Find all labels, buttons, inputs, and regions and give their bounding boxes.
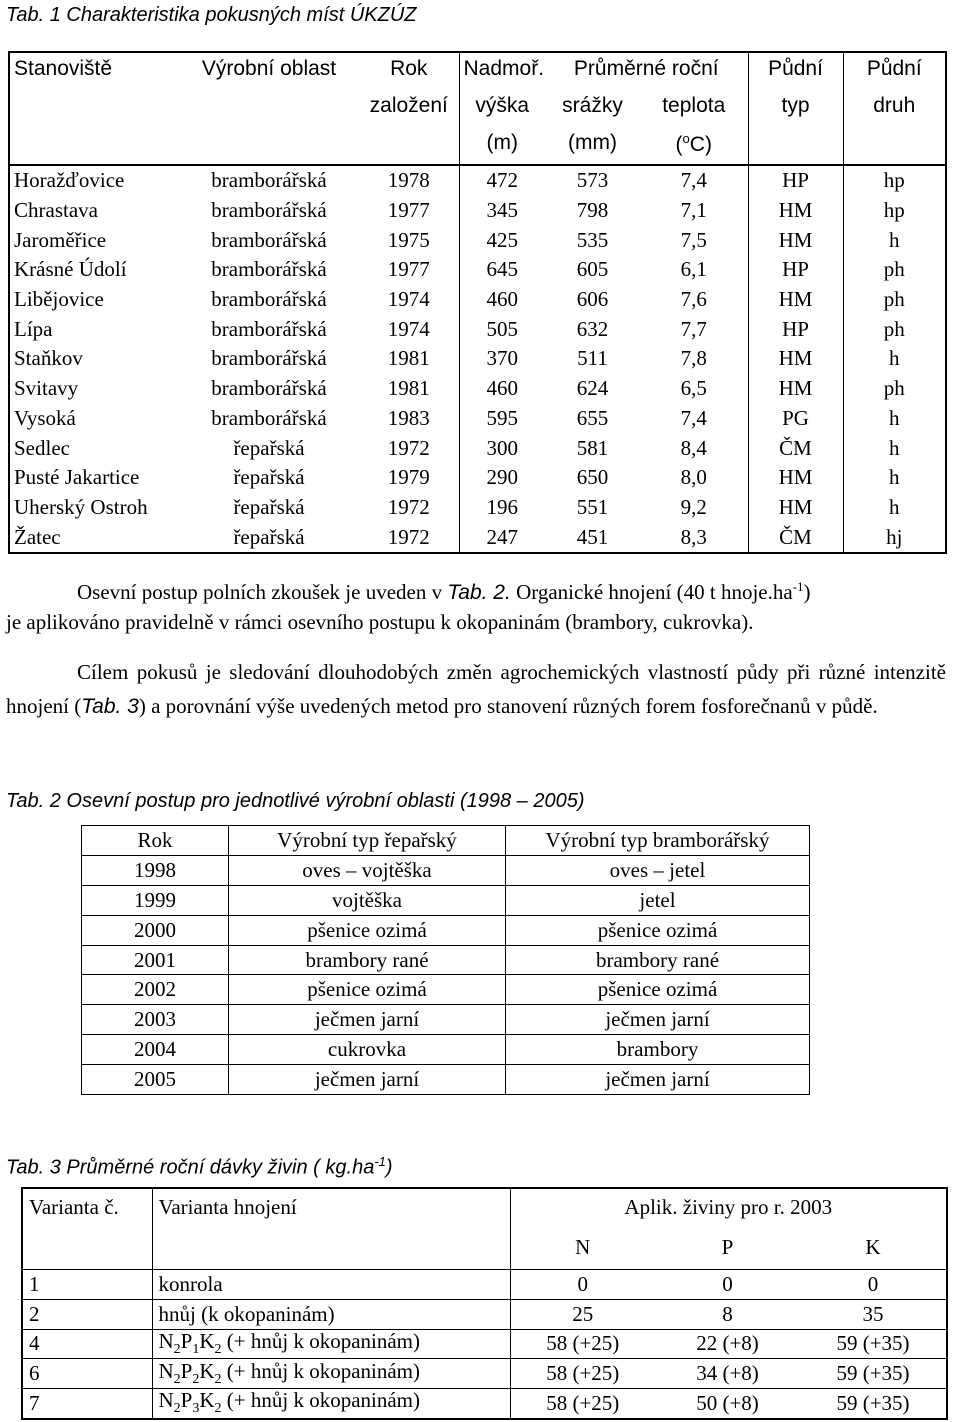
header-pudni-druh-1: Půdní <box>843 52 946 90</box>
t1-cell-pudni-druh: h <box>843 344 946 374</box>
t1-cell-pudni-typ: HM <box>748 493 843 523</box>
t1-cell-pudni-druh: ph <box>843 314 946 344</box>
t1-cell-rok: 1974 <box>387 287 430 312</box>
table-row <box>82 915 810 945</box>
t2-cell-brambor: ječmen jarní <box>506 1005 810 1035</box>
table-row <box>22 1389 947 1419</box>
t1-cell-stanoviste: Horažďovice <box>14 168 125 193</box>
table-row <box>9 255 946 285</box>
t2-cell-repar: pšenice ozimá <box>229 915 506 945</box>
t3-cell-n: 0 <box>510 1270 655 1300</box>
t2-cell-brambor: brambory rané <box>506 945 810 975</box>
t1-cell-oblast: bramborářská <box>211 316 327 341</box>
t1-cell-teplota: 9,2 <box>680 494 707 519</box>
table3-caption: Tab. 3 Průměrné roční dávky živin ( $kg.ha^{-1}$) <box>6 1154 393 1179</box>
t2-header-brambor: Výrobní typ bramborářský <box>506 826 810 856</box>
t1-cell-srazky: 624 <box>576 376 609 401</box>
t2-cell-rok: 2001 <box>82 945 229 975</box>
t1-cell-teplota: 7,7 <box>680 316 707 341</box>
t1-cell-stanoviste: Jaroměřice <box>14 227 107 252</box>
t1-cell-pudni-typ: HM <box>748 374 843 404</box>
t1-cell-srazky: 798 <box>576 198 609 223</box>
t1-cell-vyska: 460 <box>459 374 545 404</box>
t1-cell-oblast: řepařská <box>233 494 305 519</box>
t2-cell-brambor: pšenice ozimá <box>506 975 810 1005</box>
t1-cell-srazky: 535 <box>576 227 609 252</box>
t1-cell-stanoviste: Svitavy <box>14 376 79 401</box>
paragraph-osevni-postup-line2: je aplikováno pravidelně v rámci osevního postupu k okopaninám (brambory, cukrovka). <box>6 610 754 634</box>
t2-cell-rok: 2002 <box>82 975 229 1005</box>
t3-cell-hnojeni: $N_2P_2K_2$ (+ hnůj k okopaninám) <box>152 1359 510 1389</box>
table-row <box>9 344 946 374</box>
header-vyska-2: výška <box>459 90 545 127</box>
table-row <box>9 522 946 553</box>
t3-cell-k: 59 (+35) <box>800 1389 947 1419</box>
t3-header-varianta-hnojeni: Varianta hnojení <box>152 1188 510 1225</box>
t1-cell-teplota: 7,6 <box>680 287 707 312</box>
t1-cell-pudni-typ: ČM <box>748 522 843 553</box>
t1-cell-oblast: bramborářská <box>211 376 327 401</box>
t1-cell-pudni-druh: ph <box>843 255 946 285</box>
t1-cell-rok: 1978 <box>387 168 430 193</box>
t1-cell-pudni-druh: h <box>843 463 946 493</box>
t1-cell-pudni-typ: HM <box>748 344 843 374</box>
table-row <box>82 855 810 885</box>
table-row <box>82 885 810 915</box>
table3-nutrient-doses <box>21 1187 948 1420</box>
t3-cell-hnojeni: hnůj (k okopaninám) <box>152 1299 510 1329</box>
t3-cell-varianta: 6 <box>22 1359 152 1389</box>
table-row <box>9 433 946 463</box>
t1-cell-teplota: 8,4 <box>680 435 707 460</box>
t1-cell-oblast: bramborářská <box>211 287 327 312</box>
t2-header-repar: Výrobní typ řepařský <box>229 826 506 856</box>
t1-cell-rok: 1977 <box>387 198 430 223</box>
t1-cell-oblast: bramborářská <box>211 227 327 252</box>
t1-cell-pudni-druh: hp <box>843 196 946 226</box>
table1-site-characteristics <box>8 51 947 554</box>
t1-cell-vyska: 472 <box>459 165 545 196</box>
t1-cell-pudni-typ: HM <box>748 225 843 255</box>
table-row <box>9 404 946 434</box>
t1-cell-pudni-druh: hj <box>843 522 946 553</box>
t2-cell-brambor: jetel <box>506 885 810 915</box>
t1-cell-rok: 1975 <box>387 227 430 252</box>
t3-cell-p: 8 <box>655 1299 800 1329</box>
t1-cell-oblast: řepařská <box>233 435 305 460</box>
t2-cell-rok: 2004 <box>82 1035 229 1065</box>
t3-header-p: P <box>655 1225 800 1270</box>
t3-cell-varianta: 1 <box>22 1270 152 1300</box>
t1-cell-oblast: řepařská <box>233 465 305 490</box>
t3-cell-n: 58 (+25) <box>510 1329 655 1359</box>
t1-cell-stanoviste: Vysoká <box>14 405 76 430</box>
table-row <box>9 493 946 523</box>
t1-cell-teplota: 7,1 <box>680 198 707 223</box>
t1-cell-rok: 1983 <box>387 405 430 430</box>
t1-cell-teplota: 6,1 <box>680 257 707 282</box>
t2-cell-rok: 2005 <box>82 1065 229 1095</box>
t1-cell-vyska: 345 <box>459 196 545 226</box>
t1-cell-vyska: 505 <box>459 314 545 344</box>
header-srazky-2: (mm) <box>545 127 640 165</box>
t1-cell-rok: 1981 <box>387 376 430 401</box>
table-row <box>22 1329 947 1359</box>
t3-cell-n: 58 (+25) <box>510 1359 655 1389</box>
t2-cell-rok: 2003 <box>82 1005 229 1035</box>
t1-cell-teplota: 7,4 <box>680 168 707 193</box>
header-vyska-3: (m) <box>459 127 545 165</box>
t1-cell-pudni-druh: h <box>843 433 946 463</box>
header-prumerne-rocni: Průměrné roční <box>573 57 719 80</box>
t2-cell-repar: cukrovka <box>229 1035 506 1065</box>
t1-cell-stanoviste: Uherský Ostroh <box>14 494 148 519</box>
t3-cell-hnojeni: konrola <box>152 1270 510 1300</box>
header-rok-2: založení <box>369 94 448 117</box>
t1-cell-rok: 1974 <box>387 316 430 341</box>
table-row <box>82 1005 810 1035</box>
t2-cell-rok: 1999 <box>82 885 229 915</box>
t3-cell-k: 35 <box>800 1299 947 1329</box>
t1-cell-pudni-typ: HP <box>748 255 843 285</box>
t1-cell-vyska: 247 <box>459 522 545 553</box>
t1-cell-teplota: 7,8 <box>680 346 707 371</box>
t1-cell-srazky: 606 <box>576 287 609 312</box>
t3-header-n: N <box>510 1225 655 1270</box>
t3-header-aplik: Aplik. živiny pro r. 2003 <box>510 1188 947 1225</box>
t1-cell-vyska: 290 <box>459 463 545 493</box>
t1-cell-stanoviste: Libějovice <box>14 287 104 312</box>
t1-cell-rok: 1972 <box>387 524 430 549</box>
t2-header-rok: Rok <box>82 826 229 856</box>
paragraph-osevni-postup: Osevní postup polních zkoušek je uveden v Tab. 2. Organické hnojení (40 t $hnoje.ha^{-1}$) <box>77 579 811 604</box>
t1-cell-stanoviste: Krásné Údolí <box>14 257 127 282</box>
t1-cell-pudni-druh: h <box>843 493 946 523</box>
t2-cell-repar: ječmen jarní <box>229 1005 506 1035</box>
t1-cell-vyska: 425 <box>459 225 545 255</box>
t2-cell-repar: ječmen jarní <box>229 1065 506 1095</box>
t2-cell-repar: brambory rané <box>229 945 506 975</box>
table-row <box>22 1299 947 1329</box>
paragraph-cil-pokusu: Cílem pokusů je sledování dlouhodobých změn agrochemických vlastností půdy při různé intenzitě hnojení (Tab. 3) a porovnání výše uvedených metod pro stanovení různých forem fosforečnanů v půdě. <box>6 660 946 718</box>
table-row <box>9 285 946 315</box>
t1-cell-rok: 1972 <box>387 435 430 460</box>
t3-cell-p: 50 (+8) <box>655 1389 800 1419</box>
t2-cell-brambor: pšenice ozimá <box>506 915 810 945</box>
t3-cell-p: 0 <box>655 1270 800 1300</box>
t1-cell-srazky: 655 <box>576 405 609 430</box>
t1-cell-rok: 1979 <box>387 465 430 490</box>
table-row <box>82 1035 810 1065</box>
t1-cell-pudni-druh: hp <box>843 165 946 196</box>
t2-cell-rok: 2000 <box>82 915 229 945</box>
t1-cell-teplota: 7,4 <box>680 405 707 430</box>
table-row <box>22 1359 947 1389</box>
t1-cell-srazky: 605 <box>576 257 609 282</box>
t2-cell-rok: 1998 <box>82 855 229 885</box>
t1-cell-pudni-typ: ČM <box>748 433 843 463</box>
t1-cell-oblast: bramborářská <box>211 405 327 430</box>
header-teplota-1: teplota <box>662 94 726 117</box>
t1-cell-pudni-typ: PG <box>748 404 843 434</box>
header-stanoviste: Stanoviště <box>14 57 113 80</box>
table-row <box>82 1065 810 1095</box>
t1-cell-vyska: 370 <box>459 344 545 374</box>
t1-cell-srazky: 632 <box>576 316 609 341</box>
t3-header-varianta-c: Varianta č. <box>22 1188 152 1225</box>
t1-cell-pudni-druh: h <box>843 404 946 434</box>
t1-cell-oblast: řepařská <box>233 524 305 549</box>
t1-cell-pudni-typ: HP <box>748 314 843 344</box>
t2-cell-repar: vojtěška <box>229 885 506 915</box>
t1-cell-teplota: 8,3 <box>680 524 707 549</box>
t1-cell-vyska: 300 <box>459 433 545 463</box>
table-row <box>82 945 810 975</box>
t3-cell-p: 22 (+8) <box>655 1329 800 1359</box>
t2-cell-brambor: brambory <box>506 1035 810 1065</box>
t1-cell-oblast: bramborářská <box>211 168 327 193</box>
t3-cell-hnojeni: $N_2P_1K_2$ (+ hnůj k okopaninám) <box>152 1329 510 1359</box>
t1-cell-stanoviste: Chrastava <box>14 198 98 223</box>
t3-cell-n: 58 (+25) <box>510 1389 655 1419</box>
t3-cell-k: 59 (+35) <box>800 1329 947 1359</box>
table-row <box>9 314 946 344</box>
t3-cell-varianta: 2 <box>22 1299 152 1329</box>
t3-cell-p: 34 (+8) <box>655 1359 800 1389</box>
t1-cell-pudni-druh: ph <box>843 374 946 404</box>
t1-cell-srazky: 573 <box>576 168 609 193</box>
t1-cell-pudni-typ: HM <box>748 463 843 493</box>
table-row <box>9 196 946 226</box>
table2-caption: Tab. 2 Osevní postup pro jednotlivé výrobní oblasti (1998 – 2005) <box>6 790 585 812</box>
header-srazky-1: srážky <box>562 94 623 117</box>
t1-cell-vyska: 645 <box>459 255 545 285</box>
t1-cell-srazky: 551 <box>576 494 609 519</box>
t1-cell-pudni-typ: HM <box>748 285 843 315</box>
table-row <box>22 1270 947 1300</box>
table-row <box>9 374 946 404</box>
t3-header-k: K <box>800 1225 947 1270</box>
t2-cell-repar: pšenice ozimá <box>229 975 506 1005</box>
table-row <box>9 165 946 196</box>
t1-cell-srazky: 511 <box>577 346 608 371</box>
t1-cell-rok: 1977 <box>387 257 430 282</box>
t1-cell-stanoviste: Staňkov <box>14 346 83 371</box>
header-teplota-2: ($^o$C) <box>640 127 748 165</box>
t1-cell-oblast: bramborářská <box>211 198 327 223</box>
t3-cell-k: 59 (+35) <box>800 1359 947 1389</box>
t2-cell-repar: oves – vojtěška <box>229 855 506 885</box>
table-row <box>9 225 946 255</box>
t1-cell-vyska: 460 <box>459 285 545 315</box>
table1-caption: Tab. 1 Charakteristika pokusných míst ÚKZÚZ <box>6 4 417 26</box>
t1-cell-pudni-druh: ph <box>843 285 946 315</box>
t1-cell-rok: 1981 <box>387 346 430 371</box>
t1-cell-srazky: 650 <box>576 465 609 490</box>
t1-cell-oblast: bramborářská <box>211 257 327 282</box>
t3-cell-varianta: 4 <box>22 1329 152 1359</box>
t1-cell-stanoviste: Lípa <box>14 316 53 341</box>
t1-cell-vyska: 595 <box>459 404 545 434</box>
t3-cell-k: 0 <box>800 1270 947 1300</box>
header-pudni-typ-2: typ <box>748 90 843 127</box>
t1-cell-rok: 1972 <box>387 494 430 519</box>
t1-cell-pudni-typ: HP <box>748 165 843 196</box>
table-row <box>82 975 810 1005</box>
t1-cell-pudni-druh: h <box>843 225 946 255</box>
t2-cell-brambor: ječmen jarní <box>506 1065 810 1095</box>
t3-cell-n: 25 <box>510 1299 655 1329</box>
t1-cell-teplota: 6,5 <box>680 376 707 401</box>
t3-cell-varianta: 7 <box>22 1389 152 1419</box>
t1-cell-teplota: 8,0 <box>680 465 707 490</box>
table2-crop-rotation <box>81 825 810 1095</box>
header-vyska-1: Nadmoř. <box>459 52 545 90</box>
header-pudni-druh-2: druh <box>843 90 946 127</box>
header-rok-1: Rok <box>390 57 428 80</box>
t3-cell-hnojeni: $N_2P_3K_2$ (+ hnůj k okopaninám) <box>152 1389 510 1419</box>
t1-cell-srazky: 451 <box>576 524 609 549</box>
t1-cell-pudni-typ: HM <box>748 196 843 226</box>
header-vyrobni-oblast: Výrobní oblast <box>201 57 337 80</box>
t1-cell-stanoviste: Pusté Jakartice <box>14 465 140 490</box>
header-pudni-typ-1: Půdní <box>748 52 843 90</box>
t1-cell-oblast: bramborářská <box>211 346 327 371</box>
t1-cell-stanoviste: Sedlec <box>14 435 70 460</box>
t1-cell-stanoviste: Žatec <box>14 524 61 549</box>
t1-cell-teplota: 7,5 <box>680 227 707 252</box>
t1-cell-srazky: 581 <box>576 435 609 460</box>
t2-cell-brambor: oves – jetel <box>506 855 810 885</box>
t1-cell-vyska: 196 <box>459 493 545 523</box>
table-row <box>9 463 946 493</box>
